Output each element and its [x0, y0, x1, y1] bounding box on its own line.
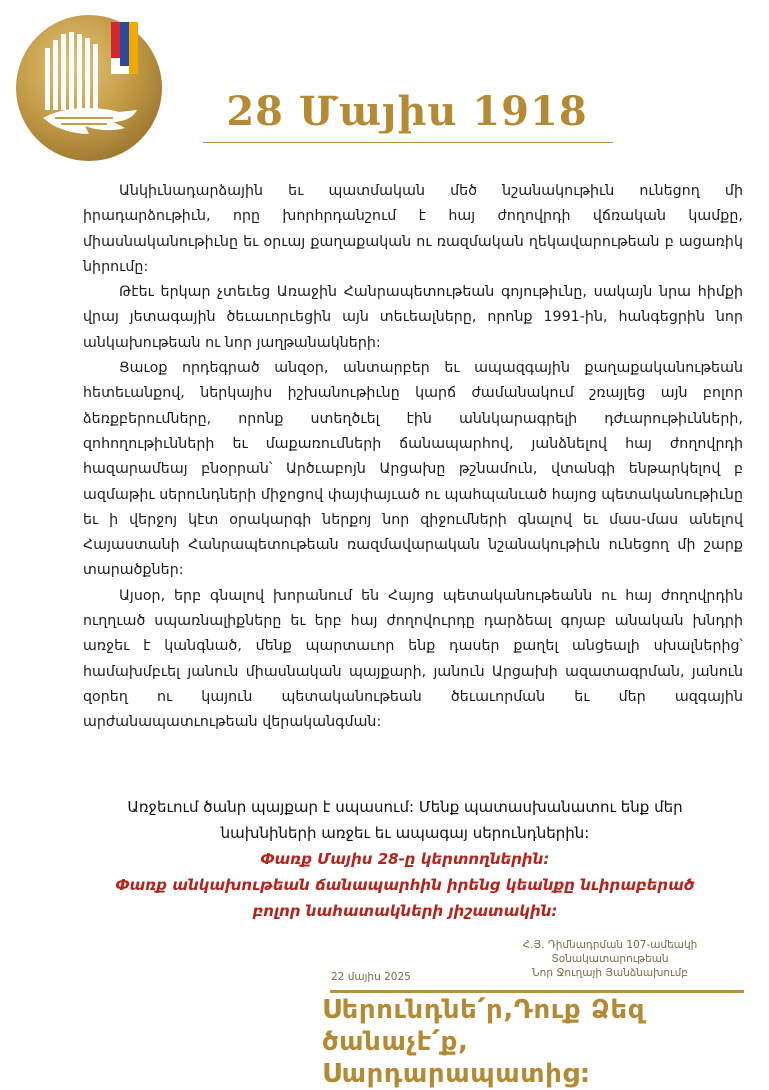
paragraph-3: Ցաւօք որդեգրած անզօր, անտարբեր եւ ապազգային քաղաքականութեան հետեւանքով, ներկայիս իշխանութիւնը կարճ ժամանակում շռայլեց այն բոլոր ձեռքբերումները, որոնք ստեղծւել էին աննկարագրելի դժւարութիւնների, զոհողութիւնների եւ մաքառումների ճանապարհով, յանձնելով հայ ժողովրդի հազարամեայ բնօրրան՝ Արծւաբոյն Արցախը թշնամուն, վտանգի ենթարկելով բ ազմաթիւ սերունդների միջոցով փայփայւած ու պահպանւած հայոց պետականութիւնը եւ ի վերջոյ կէտ օրակարգի ներքոյ նոր զիջումների գնալով եւ մաս-մաս անելով Հայաստանի Հանրապետութեան ռազմավարական նշանակութիւն ունեցող մի շարք տարածքներ: [83, 360, 743, 579]
closing-line-2: նախնիների առջեւ եւ ապագայ սերունդներին: [220, 824, 590, 842]
slogan-line-1: Սերունդնե՛ր,Դուք Ձեզ ծանաչէ՛ք, [322, 995, 646, 1057]
eagle-flag-emblem-icon [15, 14, 163, 162]
paragraph-1: Անկիւնադարձային եւ պատմական մեծ նշանակութիւն ունեցող մի իրադարձութիւն, որը խորհրդանշում է հայ ժողովրդի վճռական կամքը, միասնականութիւնը եւ օրւայ քաղաքական ու ռազմական ղեկավարութեան բ ացառիկ նիրումը: [83, 183, 743, 275]
glory-line-1: Փառք Մայիս 28-ը կերտողներին: [260, 850, 550, 868]
footer-divider [330, 990, 744, 993]
paragraph-2: Թէեւ երկար չտեւեց Առաջին Հանրապետութեան գոյութիւնը, սակայն նրա հիմքի վրայ յետագային ծեւաւորւեցին այն տեւեալները, որոնք 1991-ին, հանգեցրին նոր անկախութեան ու նոր յաղթանակների: [83, 284, 743, 351]
closing-block [60, 794, 750, 924]
document-date: 22 մայիս 2025 [331, 971, 411, 983]
emblem-logo [15, 14, 163, 162]
statement-body [83, 179, 743, 736]
title-divider [203, 142, 613, 143]
paragraph-4: Այսօր, երբ գնալով խորանում են Հայոց պետականութեանն ու հայ ժողովրդին ուղղւած սպառնալիքները եւ երբ հայ ժողովուրդը դարձեալ գոյաբ անական խնդրի առջեւ է կանգնած, մենք պարտաւոր ենք դասեր քաղել անցեալի սխալներից՝ համախմբւել յանուն միասնական պայքարի, յանուն Արցախի ազատագրման, յանուն զօրեղ ու կայուն պետականութեան ծեւաւորման եւ մեր ազգային արժանապատւութեան վերականգման: [83, 587, 743, 731]
glory-line-2: Փառք անկախութեան ճանապարհին իրենց կեանքը նւիրաբերած [115, 876, 695, 894]
slogan-line-2: Սարդարապատից: [322, 1059, 591, 1089]
signature-line-3: Նոր Ջուղայի Յանձնախումբ [532, 967, 688, 979]
closing-line-1: Առջեւում ծանր պայքար է սպասում: Մենք պատասխանատու ենք մեր [127, 798, 683, 816]
signature-line-1: Հ.Յ. Դիմնադրման 107-ամեակի [522, 939, 698, 951]
glory-line-3: բոլոր նահատակների յիշատակին: [252, 902, 558, 920]
signature-line-2: Տօնակատարութեան [551, 953, 669, 965]
page-title: 28 Մայիս 1918 [226, 88, 588, 135]
signature-block [460, 938, 760, 980]
footer-slogan [322, 994, 762, 1090]
